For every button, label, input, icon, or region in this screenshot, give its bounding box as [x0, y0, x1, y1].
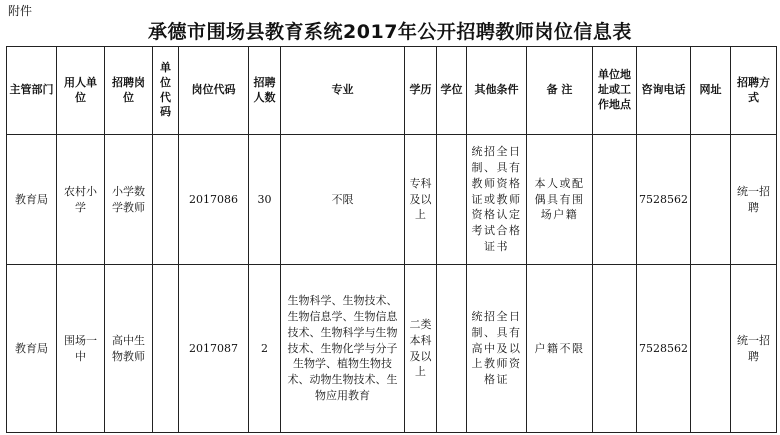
header-website: 网址	[691, 47, 731, 135]
cell-position-code: 2017086	[179, 135, 249, 265]
cell-degree	[437, 135, 467, 265]
header-degree: 学位	[437, 47, 467, 135]
table-row	[7, 265, 777, 433]
cell-method: 统一招聘	[731, 265, 777, 433]
cell-major: 不限	[281, 135, 405, 265]
cell-count: 2	[249, 265, 281, 433]
cell-location	[593, 265, 637, 433]
cell-count: 30	[249, 135, 281, 265]
cell-phone: 7528562	[637, 265, 691, 433]
page-title: 承德市围场县教育系统2017年公开招聘教师岗位信息表	[148, 21, 632, 43]
cell-phone: 7528562	[637, 135, 691, 265]
cell-education: 二类本科及以上	[405, 265, 437, 433]
header-major: 专业	[281, 47, 405, 135]
cell-other: 统招全日制、具有高中及以上教师资格证	[467, 265, 527, 433]
cell-website	[691, 135, 731, 265]
header-count: 招聘人数	[249, 47, 281, 135]
header-row	[7, 47, 777, 135]
attachment-label: 附件	[8, 4, 33, 18]
cell-position-code: 2017087	[179, 265, 249, 433]
table-row	[7, 135, 777, 265]
cell-remark: 户籍不限	[527, 265, 593, 433]
header-method: 招聘方式	[731, 47, 777, 135]
cell-employer: 围场一中	[57, 265, 105, 433]
recruitment-table	[6, 46, 777, 433]
header-employer: 用人单位	[57, 47, 105, 135]
header-dept: 主管部门	[7, 47, 57, 135]
header-other: 其他条件	[467, 47, 527, 135]
cell-major: 生物科学、生物技术、生物信息学、生物信息技术、生物科学与生物技术、生物化学与分子生物学、植物生物技术、动物生物技术、生物应用教育	[281, 265, 405, 433]
cell-employer: 农村小学	[57, 135, 105, 265]
cell-position: 高中生物教师	[105, 265, 153, 433]
header-position-code: 岗位代码	[179, 47, 249, 135]
cell-dept: 教育局	[7, 135, 57, 265]
header-location: 单位地址或工作地点	[593, 47, 637, 135]
cell-unit-code	[153, 135, 179, 265]
cell-dept: 教育局	[7, 265, 57, 433]
header-education: 学历	[405, 47, 437, 135]
cell-unit-code	[153, 265, 179, 433]
cell-degree	[437, 265, 467, 433]
cell-method: 统一招聘	[731, 135, 777, 265]
header-remark: 备 注	[527, 47, 593, 135]
cell-location	[593, 135, 637, 265]
header-unit-code: 单位代码	[153, 47, 179, 135]
header-position: 招聘岗位	[105, 47, 153, 135]
cell-remark: 本人或配偶具有围场户籍	[527, 135, 593, 265]
cell-education: 专科及以上	[405, 135, 437, 265]
cell-website	[691, 265, 731, 433]
cell-other: 统招全日制、具有教师资格证或教师资格认定考试合格证书	[467, 135, 527, 265]
cell-position: 小学数学教师	[105, 135, 153, 265]
header-phone: 咨询电话	[637, 47, 691, 135]
